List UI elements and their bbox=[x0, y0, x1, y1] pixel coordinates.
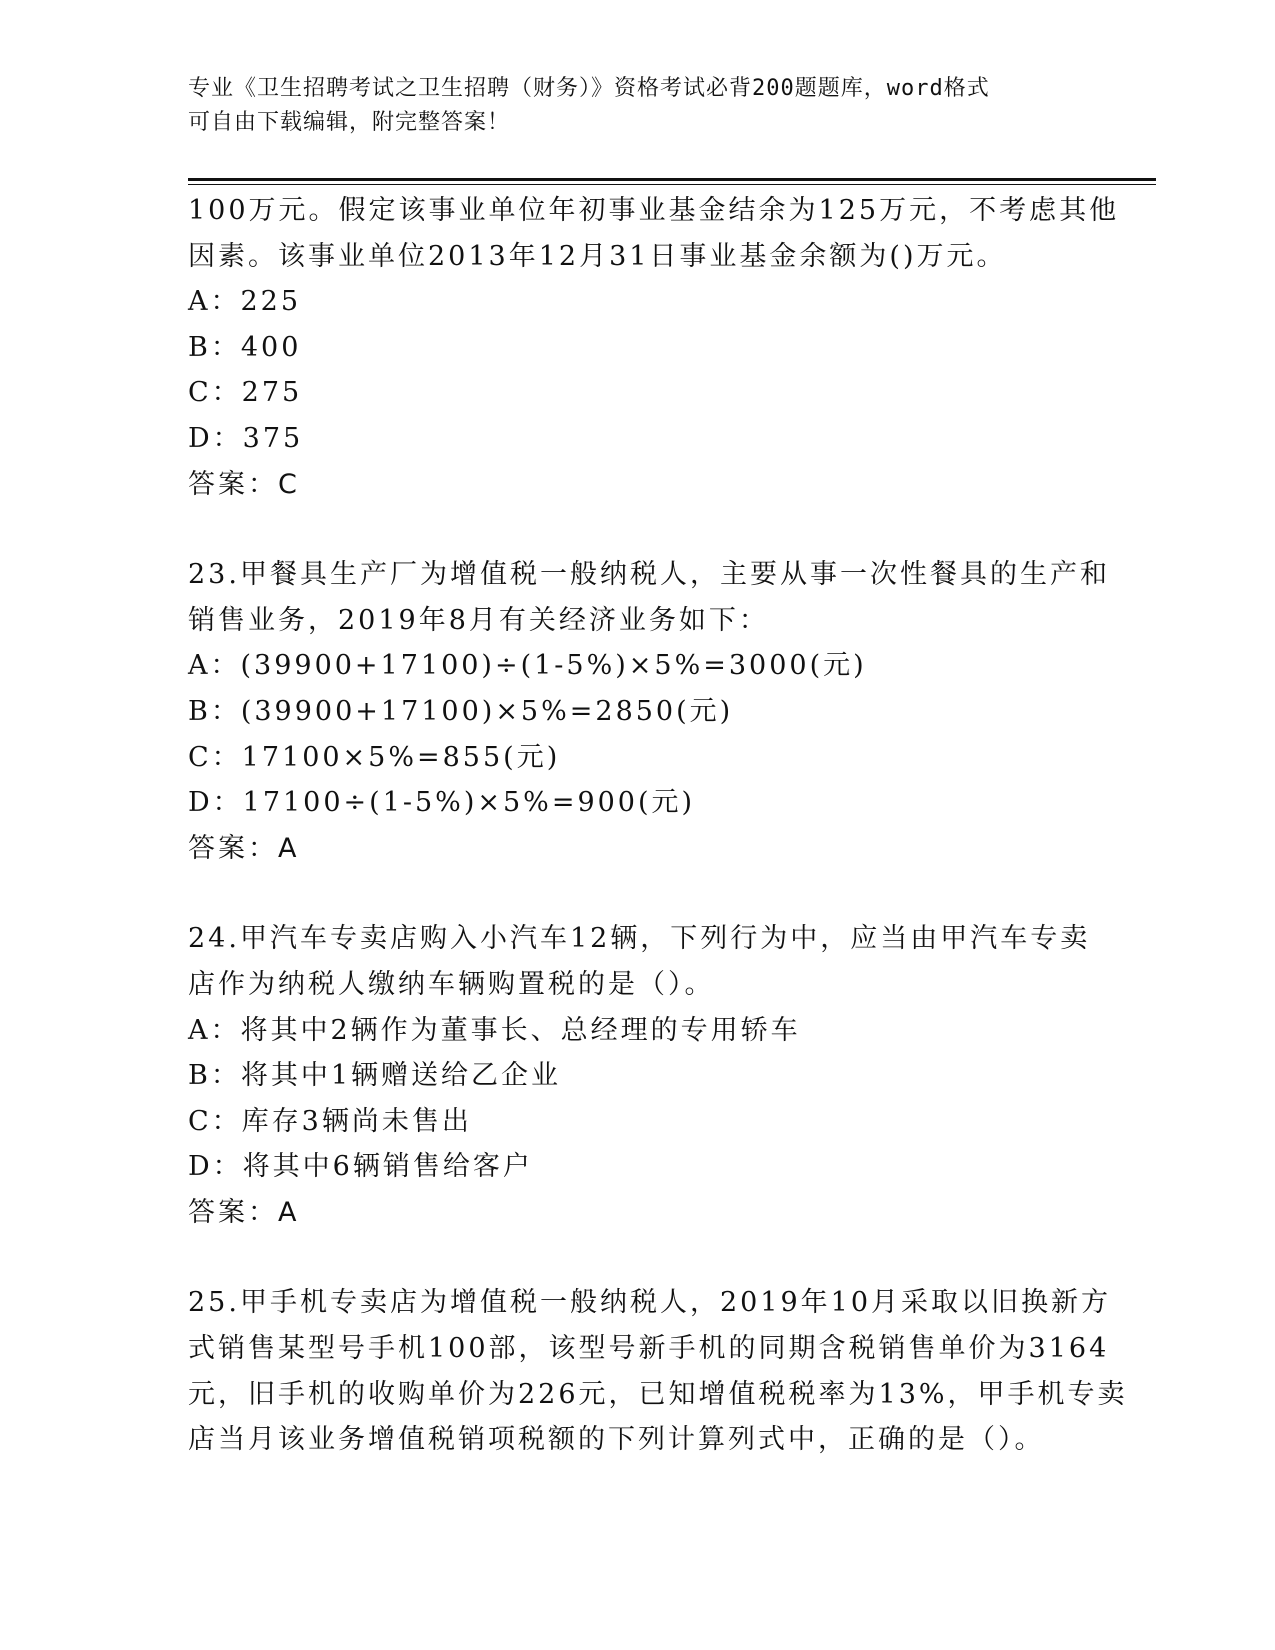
question-stem-line: 式销售某型号手机100部，该型号新手机的同期含税销售单价为3164 bbox=[188, 1333, 1110, 1365]
document-header bbox=[188, 72, 1088, 140]
option-b: B：400 bbox=[188, 331, 302, 363]
question-stem-line: 元，旧手机的收购单价为226元，已知增值税税率为13%，甲手机专卖 bbox=[188, 1378, 1128, 1410]
header-rule-thick bbox=[188, 178, 1156, 181]
header-rule-thin bbox=[188, 184, 1156, 185]
question-23 bbox=[188, 552, 1110, 871]
question-stem-line: 23.甲餐具生产厂为增值税一般纳税人，主要从事一次性餐具的生产和 bbox=[188, 559, 1110, 591]
option-c: C：275 bbox=[188, 377, 303, 409]
question-gap bbox=[188, 1235, 1088, 1280]
option-a: A：225 bbox=[188, 286, 302, 318]
option-a: A：将其中2辆作为董事长、总经理的专用轿车 bbox=[188, 1014, 801, 1046]
question-stem-line: 因素。该事业单位2013年12月31日事业基金余额为()万元。 bbox=[188, 240, 1007, 272]
option-d: D：17100÷(1-5%)×5%=900(元) bbox=[188, 787, 696, 819]
question-stem-line: 100万元。假定该事业单位年初事业基金结余为125万元，不考虑其他 bbox=[188, 195, 1120, 226]
question-stem-line: 销售业务，2019年8月有关经济业务如下： bbox=[188, 604, 769, 636]
answer-line: 答案：A bbox=[188, 1196, 300, 1228]
option-b: B：(39900+17100)×5%=2850(元) bbox=[188, 695, 734, 727]
option-d: D：375 bbox=[188, 422, 304, 454]
question-25 bbox=[188, 1280, 1128, 1462]
option-c: C：17100×5%=855(元) bbox=[188, 741, 561, 773]
question-24 bbox=[188, 916, 1091, 1235]
question-gap bbox=[188, 871, 1088, 916]
question-stem-line: 店作为纳税人缴纳车辆购置税的是（）。 bbox=[188, 968, 715, 1000]
question-gap bbox=[188, 507, 1088, 552]
question-stem-line: 店当月该业务增值税销项税额的下列计算列式中，正确的是（）。 bbox=[188, 1424, 1045, 1456]
option-b: B：将其中1辆赠送给乙企业 bbox=[188, 1060, 562, 1092]
document-body bbox=[188, 188, 1128, 1463]
option-c: C：库存3辆尚未售出 bbox=[188, 1105, 472, 1137]
header-line-1: 专业《卫生招聘考试之卫生招聘（财务）》资格考试必背200题题库，word格式 bbox=[188, 76, 990, 101]
question-stem-line: 25.甲手机专卖店为增值税一般纳税人，2019年10月采取以旧换新方 bbox=[188, 1287, 1112, 1319]
answer-line: 答案：C bbox=[188, 468, 300, 500]
question-stem-line: 24.甲汽车专卖店购入小汽车12辆，下列行为中，应当由甲汽车专卖 bbox=[188, 923, 1091, 955]
answer-line: 答案：A bbox=[188, 832, 300, 864]
option-a: A：(39900+17100)÷(1-5%)×5%=3000(元) bbox=[188, 650, 867, 682]
header-line-2: 可自由下载编辑，附完整答案！ bbox=[188, 110, 511, 135]
question-continued bbox=[188, 188, 1120, 507]
option-d: D：将其中6辆销售给客户 bbox=[188, 1151, 533, 1183]
